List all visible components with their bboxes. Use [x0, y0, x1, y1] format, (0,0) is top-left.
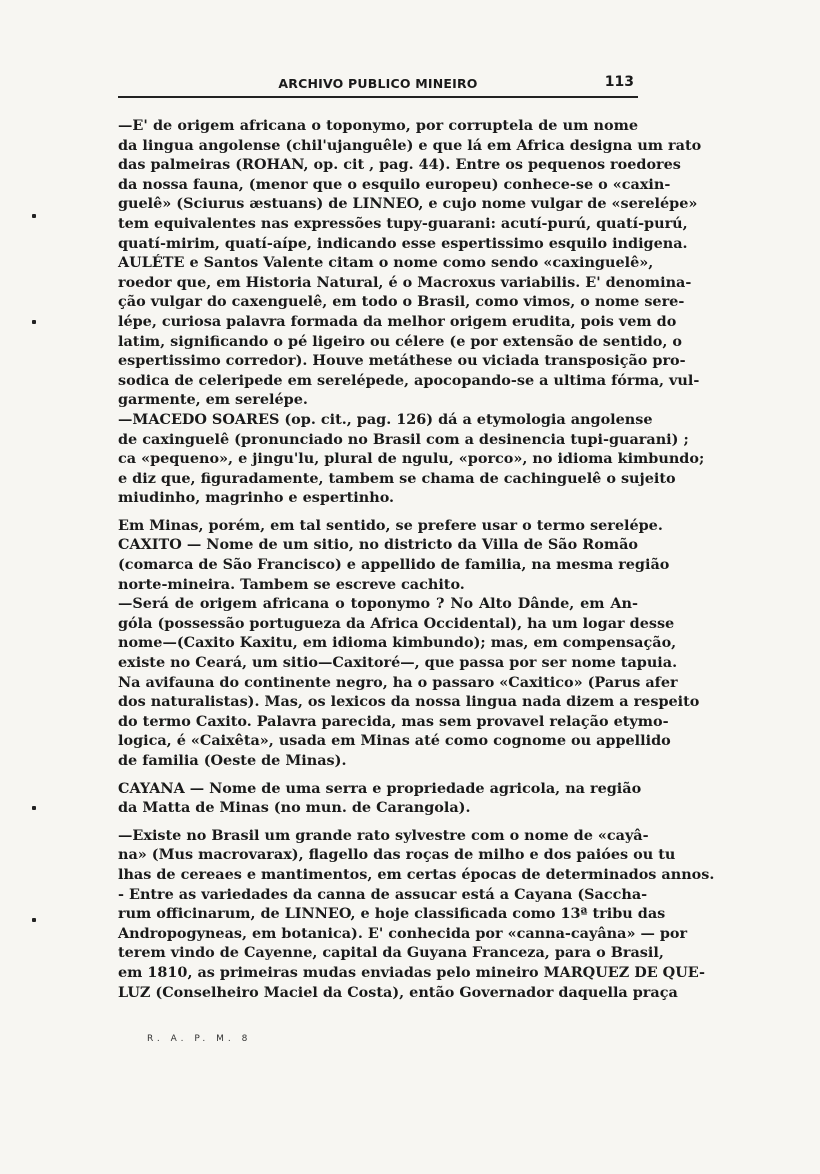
paragraph [118, 594, 700, 770]
text-line: Em Minas, porém, em tal sentido, se prefere usar o termo serelépe. [118, 516, 663, 534]
text-line: da Matta de Minas (no mun. de Carangola). [118, 799, 471, 817]
margin-mark [32, 320, 36, 324]
text-line: roedor que, em Historia Natural, é o Macroxus variabilis. E' denomina- [118, 273, 692, 291]
text-line: lépe, curiosa palavra formada da melhor origem erudita, pois vem do [118, 312, 677, 330]
paragraph-gap [118, 508, 638, 516]
text-line: e diz que, figuradamente, tambem se chama de cachinguelê o sujeito [118, 469, 676, 487]
text-line: norte-mineira. Tambem se escreve cachito. [118, 575, 465, 593]
text-line: —Será de origem africana o toponymo ? No Alto Dânde, em An- [118, 595, 638, 613]
paragraph-gap [118, 771, 638, 779]
text-line: da lingua angolense (chil'ujanguêle) e que lá em Africa designa um rato [118, 136, 702, 154]
text-line: de caxinguelê (pronunciado no Brasil com a desinencia tupi-guarani) ; [118, 430, 689, 448]
paragraph [118, 826, 715, 885]
text-line: lhas de cereaes e mantimentos, em certas épocas de determinados annos. [118, 865, 715, 883]
paragraph [118, 885, 705, 1003]
text-line: garmente, em serelépe. [118, 391, 308, 409]
text-line: —Existe no Brasil um grande rato sylvestre com o nome de «cayâ- [118, 826, 649, 844]
text-line: AULÉTE e Santos Valente citam o nome como sendo «caxinguelê», [118, 254, 654, 272]
text-line: da nossa fauna, (menor que o esquilo europeu) conhece-se o «caxin- [118, 175, 671, 193]
text-line: CAXITO — Nome de um sitio, no districto da Villa de São Romão [118, 536, 638, 554]
text-line: góla (possessão portugueza da Africa Occidental), ha um logar desse [118, 614, 675, 632]
text-line: ca «pequeno», e jingu'lu, plural de ngulu, «porco», no idioma kimbundo; [118, 450, 705, 468]
paragraph [118, 535, 670, 594]
text-line: quatí-mirim, quatí-aípe, indicando esse espertissimo esquilo indigena. [118, 234, 688, 252]
paragraph [118, 516, 663, 536]
text-line: logica, é «Caixêta», usada em Minas até como cognome ou appellido [118, 732, 671, 750]
margin-mark [32, 918, 36, 922]
text-line: existe no Ceará, um sitio—Caxitoré—, que passa por ser nome tapuia. [118, 654, 678, 672]
text-line: tem equivalentes nas expressões tupy-guarani: acutí-purú, quatí-purú, [118, 214, 688, 232]
text-line: sodica de celeripede em serelépede, apocopando-se a ultima fórma, vul- [118, 371, 700, 389]
text-line: terem vindo de Cayenne, capital da Guyana Franceza, para o Brasil, [118, 944, 664, 962]
paragraph [118, 116, 702, 253]
text-line: rum officinarum, de LINNEO, e hoje classificada como 13ª tribu das [118, 905, 666, 923]
text-line: ção vulgar do caxenguelê, em todo o Brasil, como vimos, o nome sere- [118, 293, 685, 311]
text-line: das palmeiras (ROHAN, op. cit , pag. 44). Entre os pequenos roedores [118, 156, 681, 174]
paragraph [118, 253, 700, 410]
text-line: miudinho, magrinho e espertinho. [118, 489, 395, 507]
text-line: Andropogyneas, em botanica). E' conhecida por «canna-cayâna» — por [118, 924, 688, 942]
paragraph [118, 410, 705, 508]
footer-signature: R. A. P. M. 8 [147, 1034, 252, 1044]
running-title: ARCHIVO PUBLICO MINEIRO [278, 76, 478, 91]
paragraph-gap [118, 818, 638, 826]
text-line: guelê» (Sciurus æstuans) de LINNEO, e cujo nome vulgar de «serelépe» [118, 195, 698, 213]
margin-mark [32, 806, 36, 810]
text-line: do termo Caxito. Palavra parecida, mas sem provavel relação etymo- [118, 712, 669, 730]
text-line: (comarca de São Francisco) e appellido de familia, na mesma região [118, 556, 670, 574]
page-header [118, 74, 638, 98]
text-line: na» (Mus macrovarax), flagello das roças de milho e dos paióes ou tu [118, 846, 676, 864]
text-line: em 1810, as primeiras mudas enviadas pelo mineiro MARQUEZ DE QUE- [118, 963, 705, 981]
margin-mark [32, 214, 36, 218]
text-line: LUZ (Conselheiro Maciel da Costa), então Governador daquella praça [118, 983, 678, 1001]
text-line: nome—(Caxito Kaxitu, em idioma kimbundo); mas, em compensação, [118, 634, 677, 652]
paragraph [118, 779, 642, 818]
text-line: CAYANA — Nome de uma serra e propriedade agricola, na região [118, 779, 642, 797]
text-line: —MACEDO SOARES (op. cit., pag. 126) dá a etymologia angolense [118, 410, 653, 428]
text-line: - Entre as variedades da canna de assucar está a Cayana (Saccha- [118, 885, 648, 903]
text-line: Na avifauna do continente negro, ha o passaro «Caxitico» (Parus afer [118, 673, 678, 691]
text-line: espertissimo corredor). Houve metáthese ou viciada transposição pro- [118, 352, 686, 370]
text-line: —E' de origem africana o toponymo, por corruptela de um nome [118, 117, 638, 134]
text-line: dos naturalistas). Mas, os lexicos da nossa lingua nada dizem a respeito [118, 693, 700, 711]
text-line: de familia (Oeste de Minas). [118, 752, 347, 769]
page-number: 113 [604, 74, 634, 90]
text-line: latim, significando o pé ligeiro ou célere (e por extensão de sentido, o [118, 332, 683, 350]
body-text [118, 116, 715, 1002]
